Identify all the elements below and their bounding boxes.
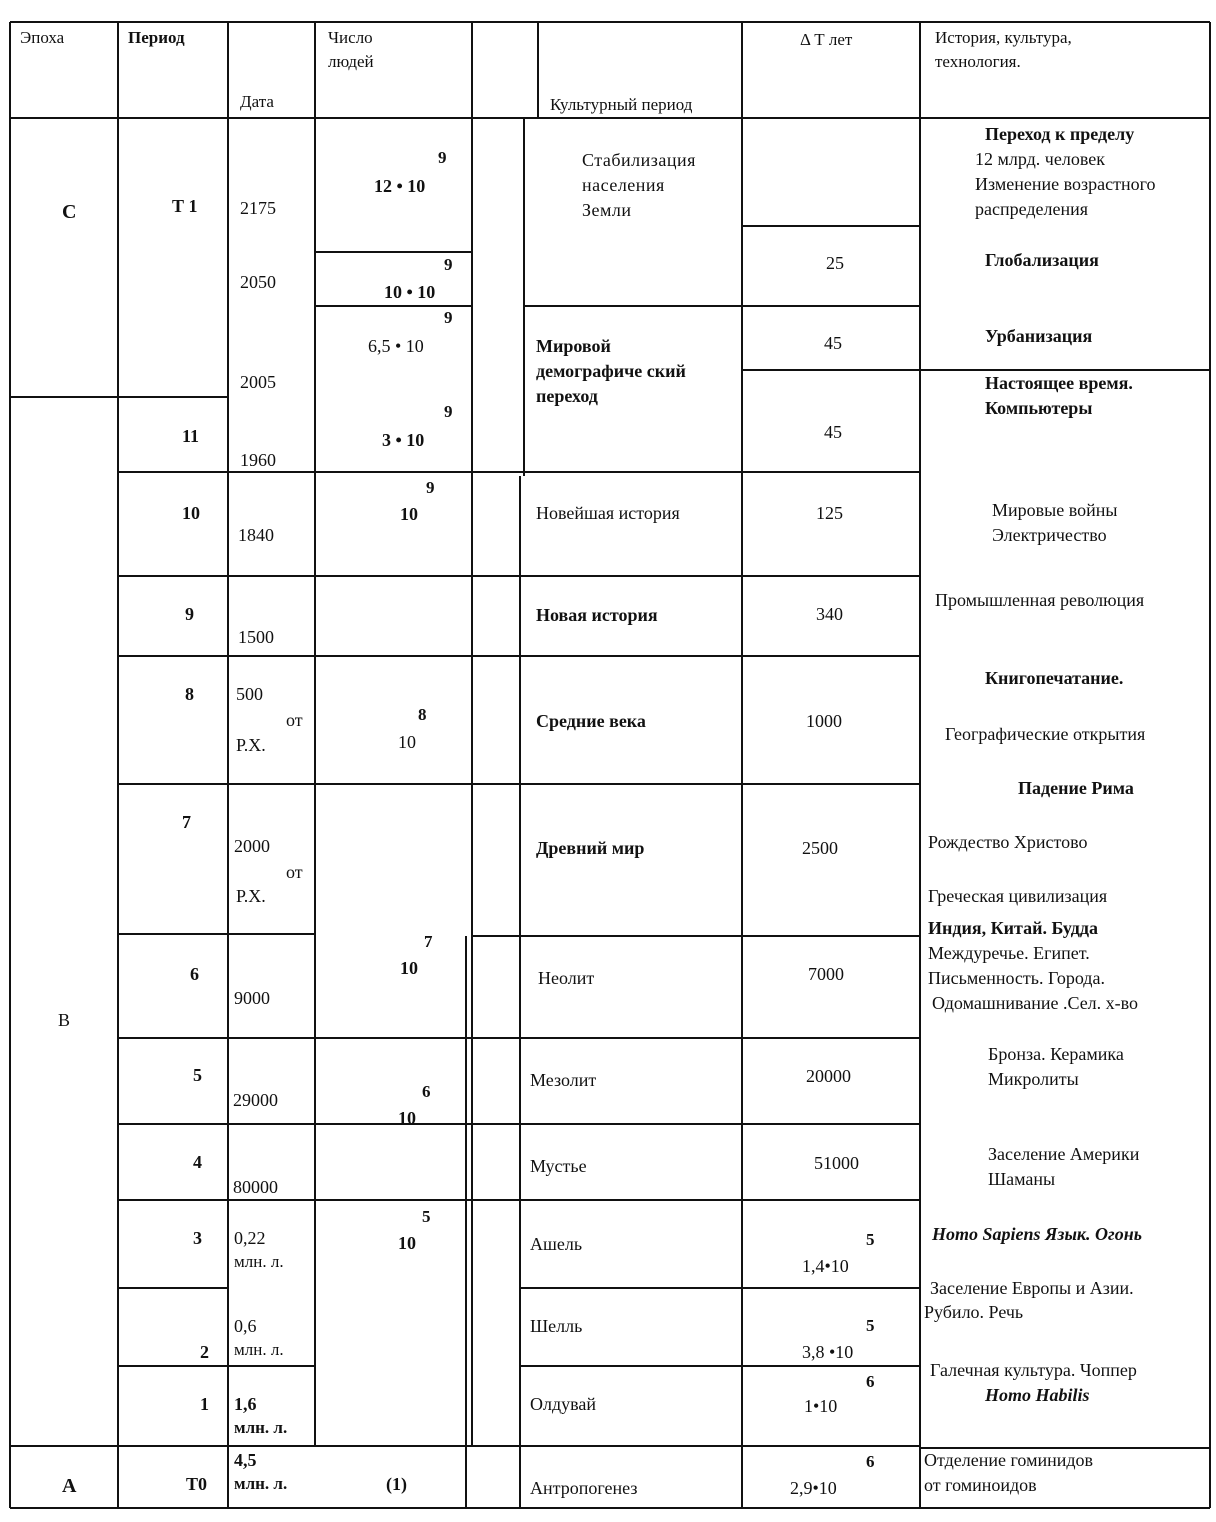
history-text: Галечная культура. Чоппер	[930, 1360, 1137, 1380]
people-exp: 9	[444, 255, 453, 274]
period-t0: Т0	[186, 1474, 208, 1494]
people-exp: 5	[422, 1207, 431, 1226]
cultural-period: Ашель	[530, 1234, 583, 1254]
date-2005: 2005	[240, 372, 276, 392]
header-epoch: Эпоха	[20, 28, 65, 47]
period-2: 2	[200, 1342, 209, 1362]
people-value: 10 • 10	[384, 282, 436, 302]
people-value: 10	[398, 1108, 416, 1128]
history-text: Индия, Китай. Будда	[928, 918, 1098, 938]
history-text: Переход к пределу	[985, 124, 1135, 144]
people-exp: 9	[444, 402, 453, 421]
date-80000: 80000	[233, 1177, 278, 1197]
date-1-6-unit: млн. л.	[234, 1418, 288, 1437]
delta-t-value: 7000	[808, 964, 844, 984]
cultural-period: Новая история	[536, 605, 658, 625]
header-cultural-period: Культурный период	[550, 95, 693, 114]
delta-t-value: 3,8 •10	[802, 1342, 854, 1362]
history-text: Шаманы	[988, 1169, 1056, 1189]
history-text: Homo Sapiens Язык. Огонь	[932, 1224, 1142, 1244]
date-1840: 1840	[238, 525, 274, 545]
header-period: Период	[128, 28, 185, 47]
delta-t-value: 25	[826, 253, 844, 273]
delta-t-value: 340	[816, 604, 843, 624]
people-exp: 6	[422, 1082, 431, 1101]
date-0-22: 0,22	[234, 1228, 266, 1248]
cultural-period: демографиче ский	[536, 361, 686, 381]
date-0-6-unit: млн. л.	[234, 1340, 284, 1359]
history-text: Электричество	[992, 525, 1107, 545]
delta-t-value: 20000	[806, 1066, 851, 1086]
history-text: Падение Рима	[1018, 778, 1134, 798]
history-text: Бронза. Керамика	[988, 1044, 1124, 1064]
epoch-b: B	[58, 1010, 71, 1030]
date-2175: 2175	[240, 198, 276, 218]
delta-t-value: 2500	[802, 838, 838, 858]
cultural-period: населения	[582, 175, 665, 195]
date-2050: 2050	[240, 272, 276, 292]
history-text: Географические открытия	[945, 724, 1146, 744]
people-value: 10	[398, 732, 416, 752]
cultural-period: Неолит	[538, 968, 595, 988]
history-text: Рождество Христово	[928, 832, 1088, 852]
date-1-6: 1,6	[234, 1394, 257, 1414]
cultural-period: Шелль	[530, 1316, 583, 1336]
history-text: Микролиты	[988, 1069, 1079, 1089]
cultural-period: Древний мир	[536, 838, 645, 858]
period-5: 5	[193, 1065, 202, 1085]
date-29000: 29000	[233, 1090, 278, 1110]
history-text: Заселение Европы и Азии.	[930, 1278, 1134, 1298]
history-text: Книгопечатание.	[985, 668, 1124, 688]
period-3: 3	[193, 1228, 202, 1248]
period-1: 1	[200, 1394, 209, 1414]
date-0-22-unit: млн. л.	[234, 1252, 284, 1271]
epoch-a: A	[62, 1475, 77, 1497]
date-4-5-unit: млн. л.	[234, 1474, 288, 1493]
cultural-period: Антропогенез	[530, 1478, 638, 1498]
header-delta-t: Δ Т лет	[800, 30, 853, 49]
delta-t-value: 45	[824, 422, 842, 442]
history-text: Отделение гоминидов	[924, 1450, 1094, 1470]
date-500-ot: от	[286, 710, 303, 730]
cultural-period: Мезолит	[530, 1070, 597, 1090]
cultural-period: Мировой	[536, 336, 611, 356]
epoch-c: C	[62, 201, 77, 223]
date-2000: 2000	[234, 836, 270, 856]
people-exp: 8	[418, 705, 427, 724]
history-text: Мировые войны	[992, 500, 1118, 520]
people-exp: 7	[424, 932, 433, 951]
cultural-period: Олдувай	[530, 1394, 597, 1414]
period-7: 7	[182, 812, 191, 832]
cultural-period: переход	[536, 386, 598, 406]
delta-t-value: 1•10	[804, 1396, 838, 1416]
history-text: 12 млрд. человек	[975, 149, 1105, 169]
history-text: Письменность. Города.	[928, 968, 1105, 988]
header-history-line2: технология.	[935, 52, 1021, 71]
people-exp: 9	[438, 148, 447, 167]
date-1500: 1500	[238, 627, 274, 647]
cultural-period: Мустье	[530, 1156, 587, 1176]
delta-t-exp: 5	[866, 1316, 875, 1335]
date-9000: 9000	[234, 988, 270, 1008]
cultural-period: Стабилизация	[582, 150, 696, 170]
period-t1: Т 1	[172, 196, 198, 216]
people-value: (1)	[386, 1474, 407, 1494]
history-text: Греческая цивилизация	[928, 886, 1108, 906]
delta-t-value: 1,4•10	[802, 1256, 849, 1276]
people-value: 10	[398, 1233, 416, 1253]
delta-t-exp: 6	[866, 1452, 875, 1471]
header-people-line2: людей	[328, 52, 374, 71]
people-value: 10	[400, 504, 418, 524]
history-text: Рубило. Речь	[924, 1302, 1024, 1322]
delta-t-exp: 6	[866, 1372, 875, 1391]
people-value: 10	[400, 958, 418, 978]
people-value: 3 • 10	[382, 430, 425, 450]
people-exp: 9	[426, 478, 435, 497]
period-8: 8	[185, 684, 194, 704]
history-text: Урбанизация	[985, 326, 1093, 346]
history-text: Компьютеры	[985, 398, 1093, 418]
period-9: 9	[185, 604, 194, 624]
people-value: 12 • 10	[374, 176, 426, 196]
history-text: Промышленная революция	[935, 590, 1145, 610]
date-2000-ot: от	[286, 862, 303, 882]
history-text: от гоминоидов	[924, 1475, 1037, 1495]
period-11: 11	[182, 426, 200, 446]
date-4-5: 4,5	[234, 1450, 257, 1470]
delta-t-value: 51000	[814, 1153, 859, 1173]
date-500: 500	[236, 684, 263, 704]
cultural-period: Новейшая история	[536, 503, 680, 523]
date-2000-rx: Р.Х.	[236, 886, 266, 906]
cultural-period: Средние века	[536, 711, 646, 731]
delta-t-value: 45	[824, 333, 842, 353]
people-value: 6,5 • 10	[368, 336, 424, 356]
history-text: Междуречье. Египет.	[928, 943, 1090, 963]
delta-t-value: 125	[816, 503, 843, 523]
delta-t-value: 1000	[806, 711, 842, 731]
period-10: 10	[182, 503, 200, 523]
history-text: Заселение Америки	[988, 1144, 1140, 1164]
header-date: Дата	[240, 92, 274, 111]
header-history-line1: История, культура,	[935, 28, 1072, 47]
cultural-period: Земли	[582, 200, 632, 220]
header-people-line1: Число	[328, 28, 373, 47]
history-text: распределения	[975, 199, 1089, 219]
history-text: Homo Habilis	[985, 1385, 1090, 1405]
period-6: 6	[190, 964, 199, 984]
delta-t-value: 2,9•10	[790, 1478, 837, 1498]
history-text: Одомашнивание .Сел. х-во	[932, 993, 1139, 1013]
history-text: Настоящее время.	[985, 373, 1133, 393]
people-exp: 9	[444, 308, 453, 327]
date-1960: 1960	[240, 450, 276, 470]
date-500-rx: Р.Х.	[236, 735, 266, 755]
history-text: Глобализация	[985, 250, 1099, 270]
delta-t-exp: 5	[866, 1230, 875, 1249]
period-4: 4	[193, 1152, 202, 1172]
history-text: Изменение возрастного	[975, 174, 1156, 194]
date-0-6: 0,6	[234, 1316, 257, 1336]
